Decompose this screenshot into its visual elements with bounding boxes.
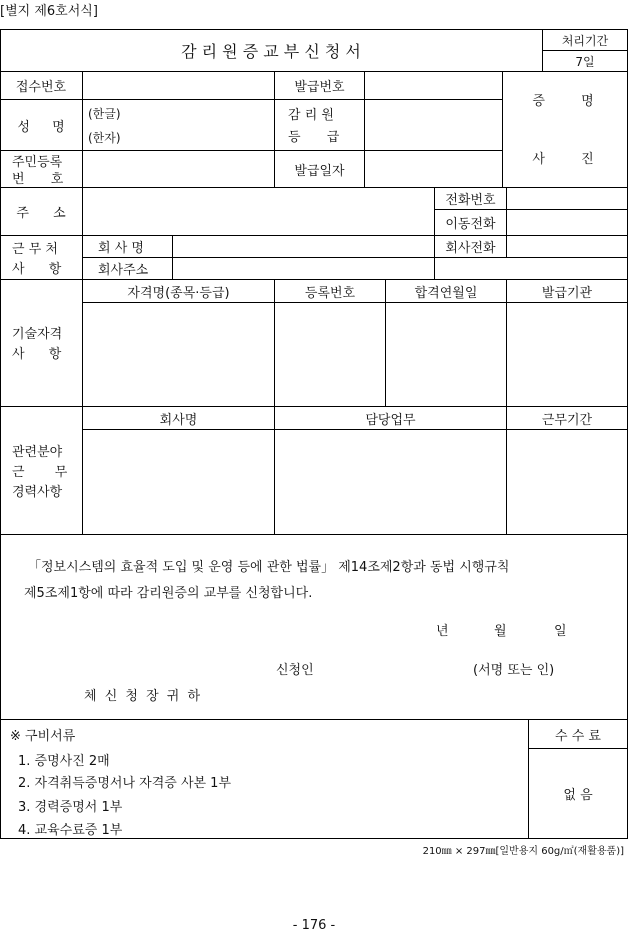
fee-value: 없 음 (563, 788, 593, 803)
photo-label-line1: 증 명 (532, 93, 598, 109)
qualification-col-issuer: 발급기관 (541, 285, 593, 301)
career-col-duty: 담당업무 (365, 412, 416, 428)
processing-period-label: 처리기간 (561, 33, 609, 48)
border-bottom (0, 838, 628, 839)
resident-number-label-line2: 번 호 (12, 171, 64, 187)
career-duty-field[interactable] (275, 430, 506, 534)
company-address-label: 회사주소 (98, 263, 149, 278)
career-period-field[interactable] (507, 430, 627, 534)
qualification-name-field[interactable] (83, 303, 274, 406)
issue-number-label: 발급번호 (294, 80, 345, 95)
company-name-field[interactable] (173, 236, 434, 257)
receipt-number-field[interactable] (83, 72, 274, 99)
paper-spec: 210㎜ × 297㎜[일반용지 60g/㎡(재활용품)] (422, 846, 624, 857)
qualification-col-name: 자격명(종목·등급) (127, 285, 230, 301)
border-left (0, 29, 1, 839)
qualification-issuer-field[interactable] (507, 303, 627, 406)
recipient-label: 체 신 청 장 귀 하 (84, 689, 203, 704)
phone-field[interactable] (507, 188, 627, 209)
issue-date-field[interactable] (365, 151, 502, 187)
company-phone-label: 회사전화 (445, 241, 496, 256)
grade-label-line1: 감 리 원 (288, 107, 334, 123)
qualification-label-line2: 사 항 (12, 346, 62, 362)
company-phone-field[interactable] (507, 236, 627, 257)
issue-number-field[interactable] (365, 72, 502, 99)
qualification-col-reg-no: 등록번호 (304, 285, 356, 301)
career-company-field[interactable] (83, 430, 274, 534)
document-item: 3. 경력증명서 1부 (18, 800, 123, 815)
resident-number-label-line1: 주민등록 (12, 154, 63, 170)
phone-label: 전화번호 (445, 193, 496, 208)
address-label: 주 소 (16, 206, 66, 221)
document-item: 4. 교육수료증 1부 (18, 823, 123, 838)
date-day: 일 (554, 624, 567, 639)
date-year: 년 (436, 624, 449, 639)
company-address-field[interactable] (173, 258, 627, 279)
fee-label: 수 수 료 (555, 728, 601, 744)
mobile-label: 이동전화 (445, 217, 496, 232)
page-number: - 176 - (292, 918, 336, 933)
career-col-company: 회사명 (159, 412, 198, 428)
name-korean-hint: (한글) (88, 106, 121, 121)
document-item: 2. 자격취득증명서나 자격증 사본 1부 (18, 776, 232, 791)
resident-number-field[interactable] (83, 151, 274, 187)
issue-date-label: 발급일자 (294, 163, 345, 179)
processing-period-value: 7일 (575, 54, 595, 69)
photo-label-line2: 사 진 (532, 151, 598, 167)
name-hanja-hint: (한자) (88, 130, 121, 145)
qualification-label-line1: 기술자격 (12, 326, 63, 342)
grade-label-line2: 등 급 (288, 129, 340, 145)
company-name-label: 회 사 명 (98, 241, 144, 256)
date-month: 월 (494, 624, 507, 639)
career-label-line2: 근 무 (12, 464, 68, 480)
grade-field[interactable] (365, 100, 502, 150)
workplace-label-line2: 사 항 (12, 261, 62, 277)
career-label-line3: 경력사항 (12, 484, 63, 500)
signature-label: (서명 또는 인) (473, 663, 555, 678)
divider (0, 534, 628, 535)
receipt-number-label: 접수번호 (15, 80, 67, 95)
documents-header: ※ 구비서류 (10, 729, 76, 744)
career-label-line1: 관련분야 (12, 444, 63, 460)
qualification-col-pass-date: 합격연월일 (414, 285, 478, 301)
form-label: [별지 제6호서식] (0, 4, 98, 19)
form-title: 감 리 원 증 교 부 신 청 서 (181, 42, 361, 61)
workplace-label-line1: 근 무 처 (12, 241, 58, 257)
address-field[interactable] (83, 188, 434, 235)
name-label: 성 명 (17, 119, 65, 135)
statement-line1: 「정보시스템의 효율적 도입 및 운영 등에 관한 법률」 제14조제2항과 동법 시행규칙 (28, 560, 510, 575)
mobile-field[interactable] (507, 210, 627, 235)
career-col-period: 근무기간 (541, 412, 593, 428)
document-item: 1. 증명사진 2매 (18, 754, 110, 769)
qualification-reg-no-field[interactable] (275, 303, 385, 406)
applicant-signature-field[interactable] (320, 652, 470, 680)
statement-line2: 제5조제1항에 따라 감리원증의 교부를 신청합니다. (24, 586, 313, 601)
qualification-pass-date-field[interactable] (386, 303, 506, 406)
applicant-label: 신청인 (276, 663, 314, 678)
name-field[interactable] (150, 100, 274, 150)
